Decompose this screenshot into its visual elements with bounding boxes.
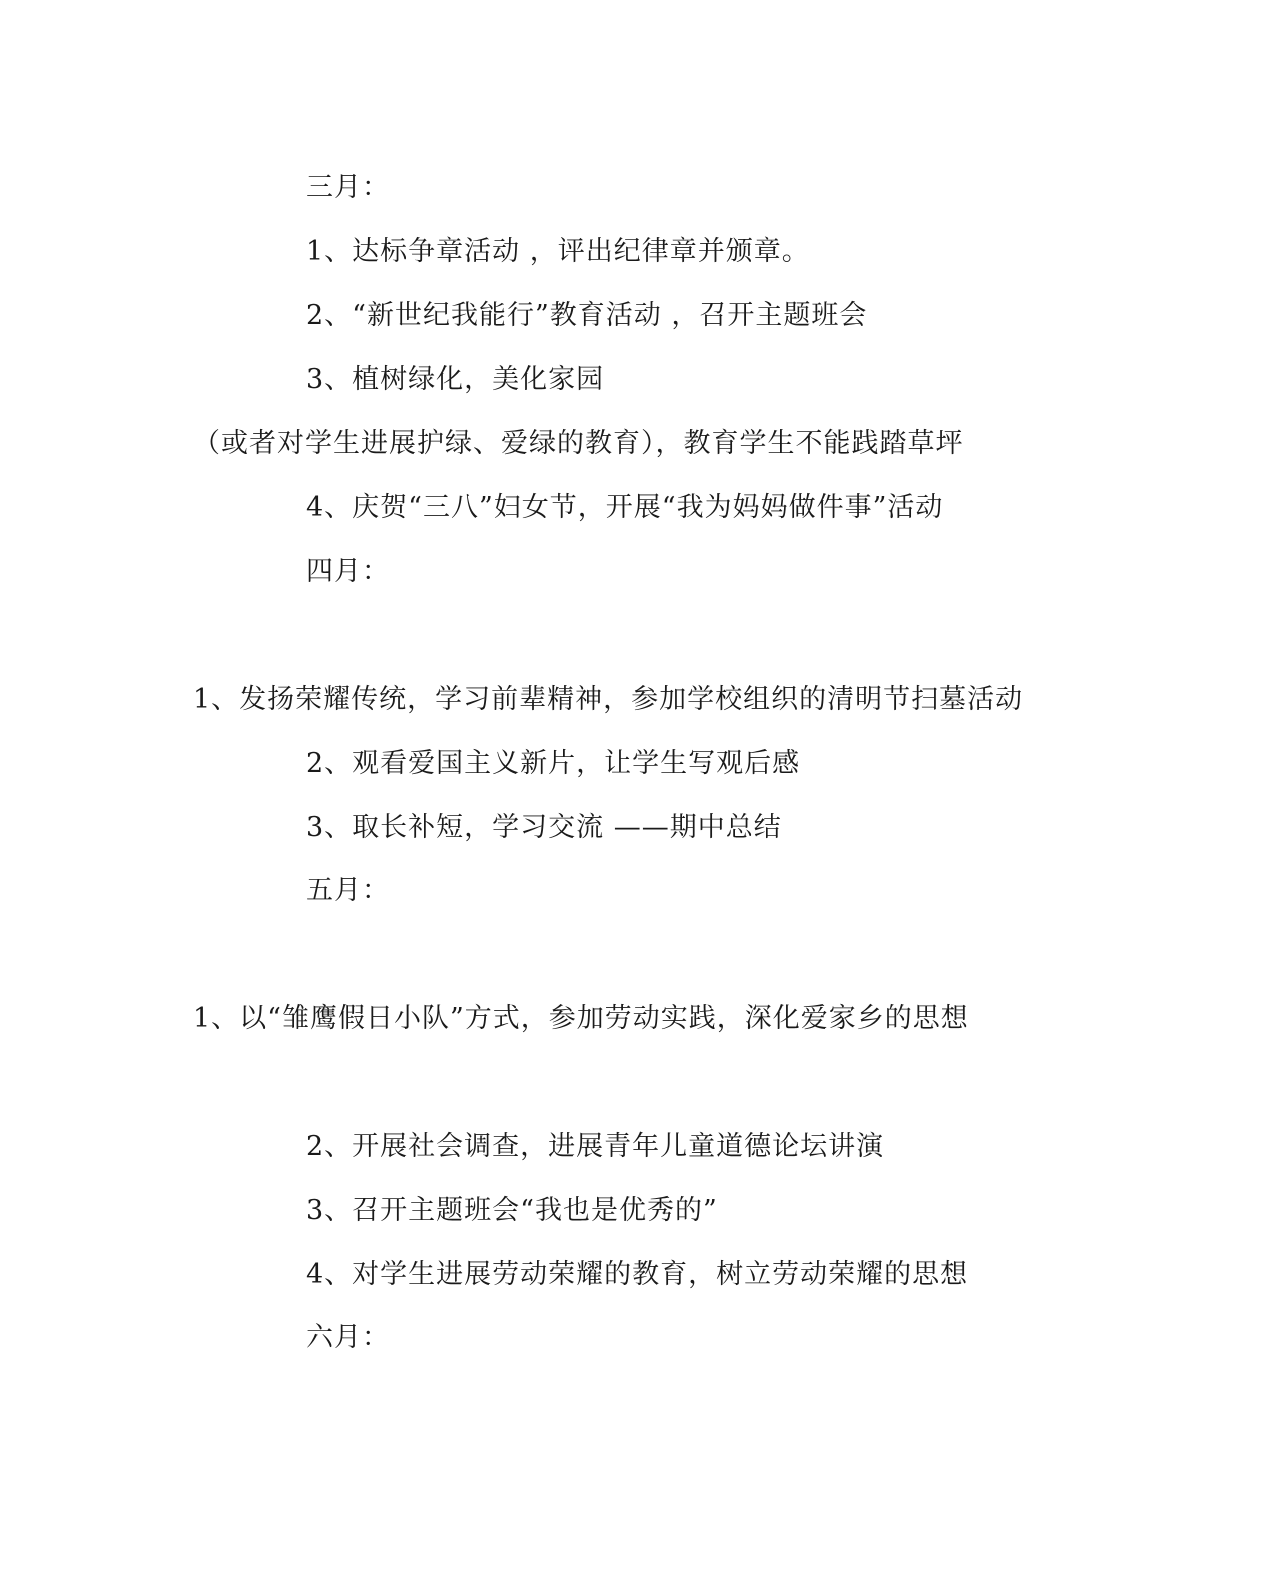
may-item-1: 1、以“雏鹰假日小队”方式，参加劳动实践，深化爱家乡的思想 bbox=[193, 1003, 969, 1034]
heading-march: 三月： bbox=[306, 172, 390, 203]
april-item-1: 1、发扬荣耀传统，学习前辈精神，参加学校组织的清明节扫墓活动 bbox=[193, 684, 1024, 715]
april-item-3: 3、取长补短，学习交流 ——期中总结 bbox=[306, 812, 782, 843]
march-item-1: 1、达标争章活动 ，评出纪律章并颁章。 bbox=[306, 236, 810, 267]
heading-june: 六月： bbox=[306, 1322, 390, 1353]
april-item-2: 2、观看爱国主义新片，让学生写观后感 bbox=[306, 748, 801, 779]
may-item-2: 2、开展社会调查，进展青年儿童道德论坛讲演 bbox=[306, 1131, 885, 1162]
may-item-4: 4、对学生进展劳动荣耀的教育，树立劳动荣耀的思想 bbox=[306, 1259, 969, 1290]
march-item-3-continued: （或者对学生进展护绿、爱绿的教育），教育学生不能践踏草坪 bbox=[193, 428, 964, 459]
march-item-3: 3、植树绿化，美化家园 bbox=[306, 364, 605, 395]
march-item-4: 4、庆贺“三八”妇女节，开展“我为妈妈做件事”活动 bbox=[306, 492, 944, 523]
heading-may: 五月： bbox=[306, 875, 390, 906]
heading-april: 四月： bbox=[306, 556, 390, 587]
march-item-2: 2、“新世纪我能行”教育活动 ，召开主题班会 bbox=[306, 300, 868, 331]
may-item-3: 3、召开主题班会“我也是优秀的” bbox=[306, 1195, 718, 1226]
